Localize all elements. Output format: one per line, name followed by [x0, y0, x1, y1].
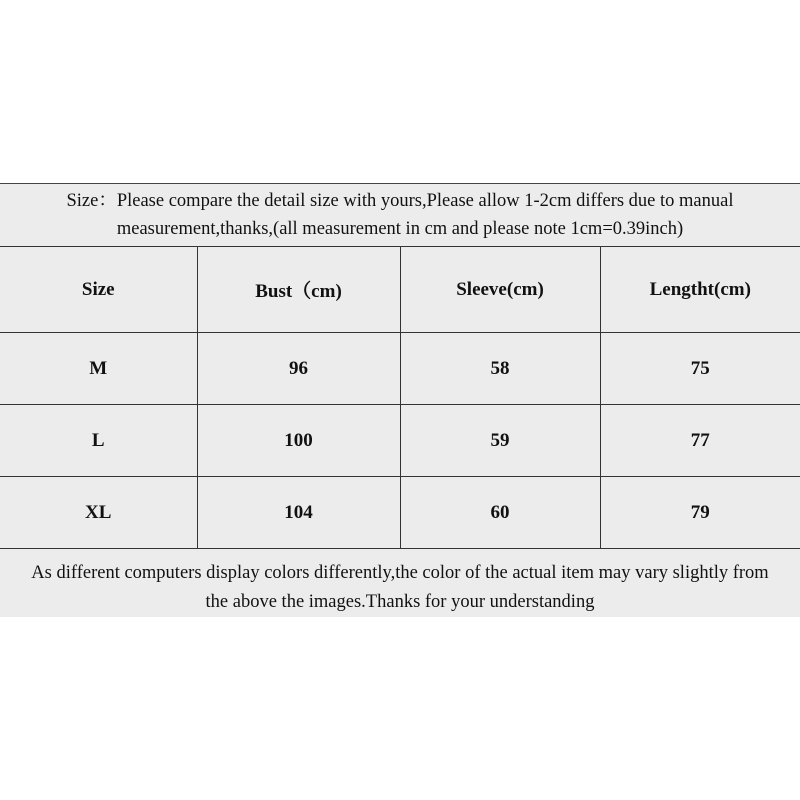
column-header-size: Size [0, 247, 197, 333]
cell-size: M [0, 333, 197, 405]
cell-size: L [0, 405, 197, 477]
cell-bust: 104 [197, 477, 400, 549]
cell-bust: 100 [197, 405, 400, 477]
cell-sleeve: 60 [400, 477, 600, 549]
table-header-row [0, 247, 800, 333]
size-table [0, 246, 800, 549]
column-header-sleeve: Sleeve(cm) [400, 247, 600, 333]
column-header-bust: Bust（cm) [197, 247, 400, 333]
cell-length: 77 [600, 405, 800, 477]
cell-length: 75 [600, 333, 800, 405]
size-instructions [0, 183, 800, 246]
cell-bust: 96 [197, 333, 400, 405]
table-row [0, 477, 800, 549]
color-disclaimer [0, 548, 800, 617]
cell-sleeve: 59 [400, 405, 600, 477]
size-chart-panel [0, 183, 800, 617]
cell-length: 79 [600, 477, 800, 549]
table-row [0, 405, 800, 477]
size-instructions-line-2: measurement,thanks,(all measurement in cm and please note 1cm=0.39inch) [116, 219, 684, 239]
table-row [0, 333, 800, 405]
column-header-length: Lengtht(cm) [600, 247, 800, 333]
cell-size: XL [0, 477, 197, 549]
color-disclaimer-line-1: As different computers display colors differently,the color of the actual item may vary slightly from [31, 563, 769, 583]
color-disclaimer-line-2: the above the images.Thanks for your understanding [205, 592, 595, 612]
size-instructions-line-1: Size：Please compare the detail size with yours,Please allow 1-2cm differs due to manual [66, 191, 734, 211]
cell-sleeve: 58 [400, 333, 600, 405]
